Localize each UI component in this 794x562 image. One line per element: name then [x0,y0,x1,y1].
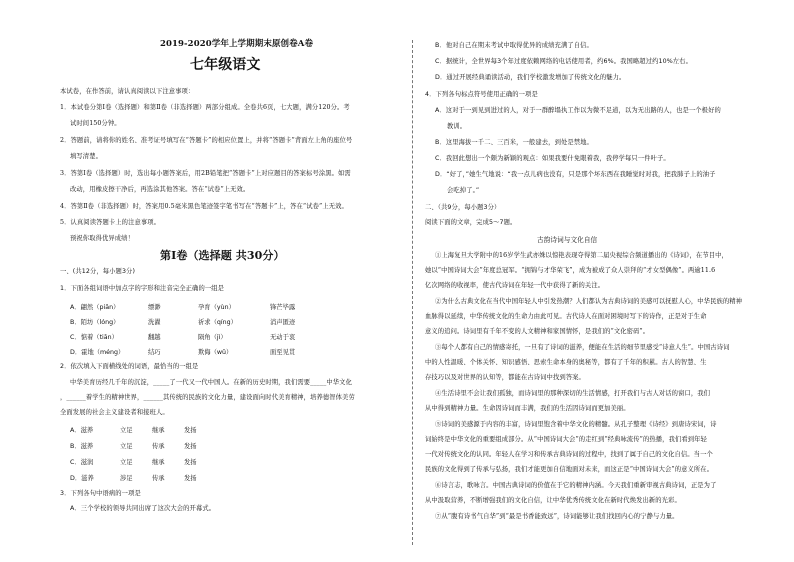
q2-opt-b4: 发扬 [184,443,197,450]
q1-opt-a4: 锋芒毕露 [270,304,296,311]
q2-opt-a1: A．滋养 [70,427,94,434]
q2-opt-b2: 立足 [120,443,133,450]
q4-option-a1: A．这对于一到见到进过的人，对于一群醉塌执工作以为微不足道，以为无出路的人，也是一个极好的 [435,107,721,114]
q1-opt-c1: C．惦着（tiān） [70,334,118,341]
note-1a: 1．本试卷分第Ⅰ卷（选择题）和第Ⅱ卷（非选择题）两部分组成。全卷共6页，七大题，满分120分。考 [60,104,350,111]
article-p1b: 她以“中国诗词大会”年度总冠军。“拥锦与才华荣飞”，成为被成了众人崇拜的“才女型偶像”。两逾11.6 [425,267,716,274]
q1-stem: 1．下面各组词语中加点字的字形和注音完全正确的一组是 [60,285,225,292]
note-4a: 4．答第Ⅱ卷（非选择题）时，答案用0.5毫米黑色笔迹签字笔书写在“答题卡”上，答在“试卷”上无效。 [60,203,348,210]
q4-option-a2: 教训。 [447,123,467,130]
q1-opt-a1: A．翩然（piān） [70,304,120,311]
q1-opt-c4: 无动于衷 [270,334,296,341]
q1-opt-d3: 欺侮（wǔ） [198,349,233,356]
q1-opt-a3: 孕育（yùn） [198,304,235,311]
notes-wish: 预祝你取得优异成绩！ [70,235,134,242]
article-p3b: 中的人性温暖、个体关怀、知识感悟、思索生命本身的奥秘等，都有了千年的积累。古人的智慧、生 [425,359,707,366]
note-2b: 填写清楚。 [70,153,102,160]
note-5: 5．认真阅读答题卡上的注意事项。 [60,219,161,226]
q2-opt-c4: 发扬 [184,459,197,466]
q4-option-d2: 会吃掉了。” [447,187,480,194]
q1-opt-a2: 缥渺 [148,304,161,311]
article-p5b: 词始终是中华文化的重要组成部分。从“中国诗词大会”的走红到“经典咏流传”的热播，我们看到年轻 [425,436,707,443]
q3-option-a: A．三个学校的领导共同出席了这次大会的开幕式。 [70,505,216,512]
article-p3c: 存技巧以及对世界的认知等，都能在古诗词中找到答案。 [425,374,585,381]
article-p3a: ③每个人都有自己的情感寄托，一旦有了诗词的滋养，便能在生活的细节里感受“诗意人生”。中国古诗词 [435,344,730,351]
q2-opt-b3: 传承 [152,443,165,450]
article-p1c: 亿次网络的收视率，使古代诗词在年轻一代中获得了新的关注。 [425,282,605,289]
note-2a: 2．答题前，请将你的姓名、准考证号填写在“答题卡”的相应位置上，并将“答题卡”背面左上角的座位号 [60,137,353,144]
column-divider [412,40,413,545]
article-p1a: ①上海复旦大学附中的16岁学生武亦姝以惊艳表现夺得第二届央视综合频道播出的《诗词》，在节目中， [435,252,728,259]
q3-stem: 3．下列各句中语病的一项是 [60,490,141,497]
q1-opt-d1: D．霍地（méng） [70,349,125,356]
q1-opt-b1: B．陌坊（lóng） [70,319,120,326]
q1-opt-b2: 洗濯 [148,319,161,326]
part2-intro: 阅读下面的文章，完成5～7题。 [425,219,517,226]
article-p5c: 一代对传统文化的认同。年轻人在学习和传承古典诗词的过程中，找到了属于自己的文化自信。当一个 [425,451,713,458]
article-p4a: ④生活诗里不会让我们孤独，而诗词里的那种深切的生活情感，打开我们与古人对话的窗口，我们 [435,390,711,397]
q1-opt-b3: 祈求（qíng） [198,319,237,326]
article-p7: ⑦从“腹有诗书气自华”到“最是书香能致远”，诗词能够让我们找回内心的宁静与力量。 [435,513,679,520]
q2-opt-c3: 继承 [152,459,165,466]
section1-title: 第Ⅰ卷（选择题 共30分） [160,249,285,262]
q1-opt-c3: 陨角（jì） [198,334,227,341]
note-3a: 3．答第Ⅰ卷（选择题）时，选出每小题答案后，用2B铅笔把“答题卡”上对应题目的答案标号涂黑。如需 [60,170,351,177]
q2-opt-d4: 发扬 [184,475,197,482]
q2-passage-c: 全面发展的社会主义建设者和接班人。 [60,409,169,416]
article-p5a: ⑤诗词的美感源于内容的丰富，诗词里饱含着中华文化的精髓。从孔子整理《诗经》到唐诗宋词，诗 [435,421,717,428]
q2-opt-c1: C．滋润 [70,459,94,466]
q1-opt-c2: 翻越 [148,334,161,341]
note-1b: 试时间150分钟。 [70,120,121,127]
q1-opt-d4: 面至见贯 [270,349,296,356]
q2-passage-a: 中华美育历经几千年的沉淀，_____了一代又一代中国人。在新的历史时期，我们需要_____中华文化 [70,379,352,386]
q4-option-b: B．这里海拔一千二、三百米，一般建去，到处是禁地。 [435,139,593,146]
q2-stem: 2．依次填入下面横线处的词语，最恰当的一组是 [60,363,199,370]
q4-option-c: C．我回此想出一个颇为新颖的观点：如果我要什免眼着我，我停学每只一件叶子。 [435,155,670,162]
article-p5d: 民族的文化得到了传承与弘扬，我们才能更加自信地面对未来，而这正是“中国诗词大会”的意义所在。 [425,466,714,473]
part1-heading: 一、(共12分，每小题3分) [60,268,136,275]
article-p6b: 从中汲取营养，不断增强我们的文化自信，让中华优秀传统文化在新时代焕发出新的光彩。 [425,497,681,504]
q2-opt-d3: 传承 [152,475,165,482]
note-3b: 改动，用橡皮擦干净后，再选涂其他答案。答在“试卷”上无效。 [70,186,250,193]
q3-option-d: D．通过开展经典诵读活动，我们学校激发增加了传统文化的魅力。 [435,74,626,81]
q1-opt-d2: 结巧 [148,349,161,356]
q2-opt-c2: 立足 [120,459,133,466]
article-title: 古韵诗词与文化自信 [537,236,598,244]
notes-intro: 本试卷，在作答前，请认真阅读以下注意事项： [60,88,195,95]
q4-option-d1: D．“好了，”她生气地说：“我一点儿病也没有，只是那个坏东西在我睡觉时对我，把我肺子上的油子 [435,171,716,178]
q2-opt-d2: 涉足 [120,475,133,482]
q3-option-b: B．他对自己在期末考试中取得优异的成绩充满了自信。 [435,42,593,49]
article-p2c: 意义的追问。诗词里有千年不变的人文精神和家国情怀，是我们的“文化密码”。 [425,328,650,335]
article-p2b: 血脉得以延续，中华传统文化的生命力由此可见。古代诗人在面对困境时写下的诗作，正是对于生命 [425,313,707,320]
q3-option-c: C．据统计，全世界每3个年过度依赖网络的电话使用者，约6%。我国略超过约10%左右。 [435,58,692,65]
article-p4b: 从中得到精神力量。生命因诗词而丰满，我们的生活因诗词而更加美丽。 [425,405,630,412]
q2-opt-a3: 继承 [152,427,165,434]
q2-opt-a4: 发扬 [184,427,197,434]
subject-title: 七年级语文 [190,57,261,73]
q2-passage-b: ，______着学生的精神世界，______其传统的民族的文化力量，建设面向时代美育精神，培养德智体美劳 [60,394,355,401]
q2-opt-d1: D．滋养 [70,475,94,482]
q4-stem: 4．下列各句标点符号使用正确的一项是 [425,91,538,98]
article-p2a: ②为什么古典文化在当代中国年轻人中引发热潮？人们都认为古典诗词的美感可以抚慰人心，中华民族的精神 [435,298,743,305]
q1-opt-b4: 消声匿迹 [270,319,296,326]
exam-title: 2019-2020学年上学期期末原创卷A卷 [160,39,314,49]
part2-heading: 二、（共9分，每小题3分） [425,204,501,211]
q2-opt-a2: 立足 [120,427,133,434]
q2-opt-b1: B．滋养 [70,443,94,450]
article-p6a: ⑥诗言志，歌咏言。中国古典诗词的价值在于它的精神内涵。今天我们重新审视古典诗词，正是为了 [435,482,717,489]
